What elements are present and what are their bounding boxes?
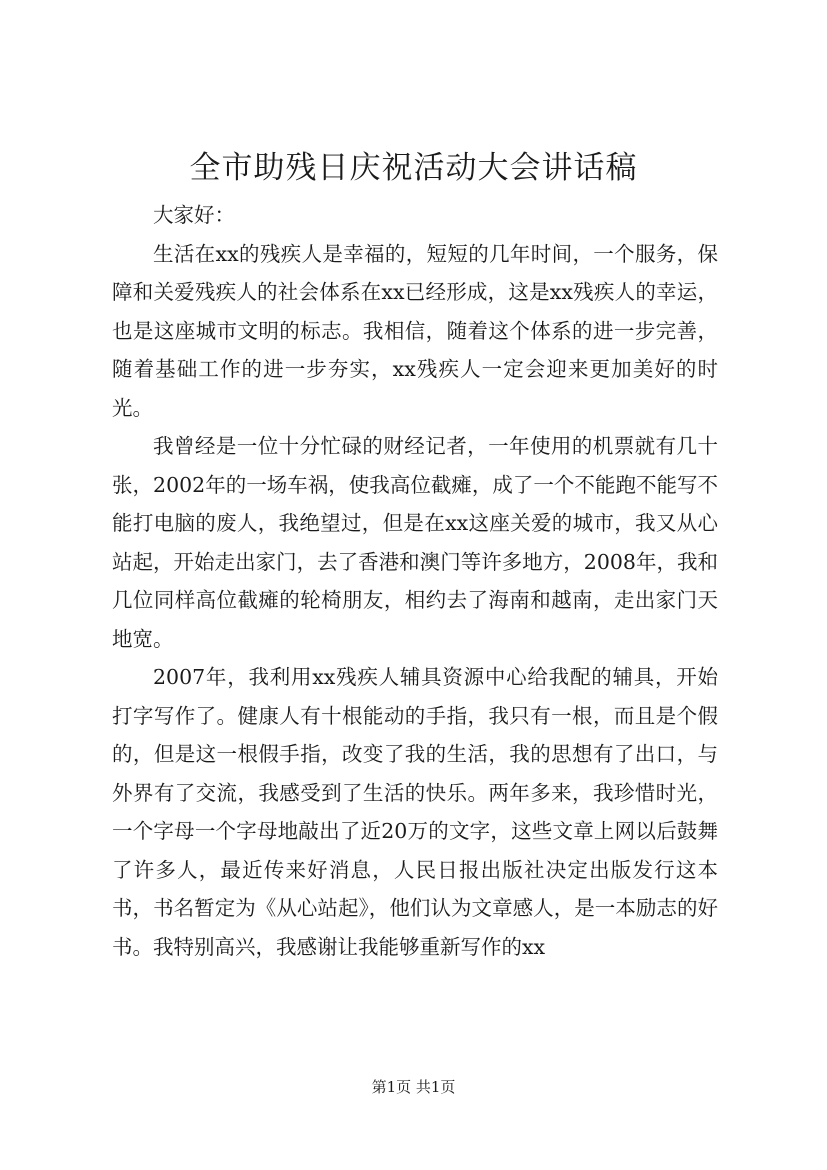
- paragraph-3: 2007年，我利用xx残疾人辅具资源中心给我配的辅具，开始打字写作了。健康人有十根能动的手指，我只有一根，而且是个假的，但是这一根假手指，改变了我的生活，我的思想有了出口，与外界有了交流，我感受到了生活的快乐。两年多来，我珍惜时光，一个字母一个字母地敲出了近20万的文字，这些文章上网以后鼓舞了许多人，最近传来好消息，人民日报出版社决定出版发行这本书，书名暂定为《从心站起》，他们认为文章感人，是一本励志的好书。我特别高兴，我感谢让我能够重新写作的xx: [112, 665, 718, 959]
- paragraph-2: 我曾经是一位十分忙碌的财经记者，一年使用的机票就有几十张，2002年的一场车祸，使我高位截瘫，成了一个不能跑不能写不能打电脑的废人，我绝望过，但是在xx这座关爱的城市，我又从心站起，开始走出家门，去了香港和澳门等许多地方，2008年，我和几位同样高位截瘫的轮椅朋友，相约去了海南和越南，走出家门天地宽。: [112, 434, 718, 651]
- greeting-line: 大家好：: [153, 203, 235, 227]
- document-body: [112, 196, 718, 966]
- paragraph-1: 生活在xx的残疾人是幸福的，短短的几年时间，一个服务，保障和关爱残疾人的社会体系在xx已经形成，这是xx残疾人的幸运，也是这座城市文明的标志。我相信，随着这个体系的进一步完善，随着基础工作的进一步夯实，xx残疾人一定会迎来更加美好的时光。: [112, 241, 718, 420]
- document-title: 全市助残日庆祝活动大会讲话稿: [189, 150, 638, 186]
- page-number-footer: 第1页 共1页: [371, 1078, 456, 1096]
